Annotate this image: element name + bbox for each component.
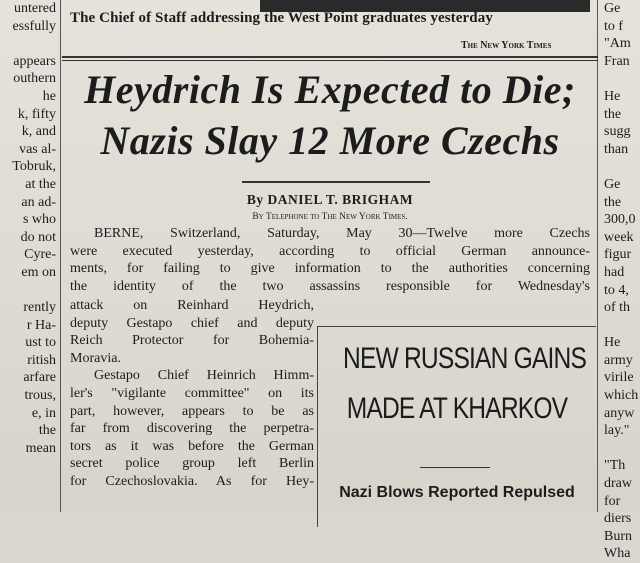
right-column-line: virile xyxy=(604,370,634,386)
column-rule-left xyxy=(60,0,61,512)
article-lead xyxy=(70,225,590,295)
left-column-line: trous, xyxy=(24,388,56,404)
left-column-line: do not xyxy=(20,229,56,245)
right-column-line: Ge xyxy=(604,176,621,192)
right-column-line xyxy=(600,440,640,458)
right-column-line: week xyxy=(604,229,634,245)
section-rule-thin xyxy=(62,60,598,61)
left-column-line: ust to xyxy=(25,335,56,351)
right-column-line: Ge xyxy=(604,1,621,16)
left-column-line: outhern xyxy=(13,71,56,87)
left-column-line: vas al- xyxy=(19,141,56,157)
subhead-deck: Nazi Blows Reported Repulsed xyxy=(339,484,575,501)
right-column-line: to f xyxy=(604,18,624,34)
right-column-line xyxy=(600,70,640,88)
byline-rule xyxy=(242,181,430,183)
left-column-line: the xyxy=(38,423,56,439)
section-rule xyxy=(62,56,598,58)
right-column-line: sugg xyxy=(604,124,631,140)
body-line: Moravia. xyxy=(70,350,121,366)
right-column-line: anyw xyxy=(604,405,635,421)
right-column-line: "Th xyxy=(604,458,626,474)
right-column-line: figur xyxy=(604,247,632,263)
left-column-line xyxy=(0,282,58,300)
right-column-line: Wha xyxy=(604,546,631,562)
body-line: deputy Gestapo chief and deputy xyxy=(70,315,314,331)
left-column-line: ritish xyxy=(27,352,56,368)
left-column-line: k, fifty xyxy=(17,106,56,122)
lead-line: the identity of the two assassins responsible for Wednesday's xyxy=(70,278,590,294)
photo-caption: The Chief of Staff addressing the West Point graduates yesterday xyxy=(70,10,493,26)
left-column-line: essfully xyxy=(12,18,56,34)
left-column-line: arfare xyxy=(23,370,56,386)
right-column-line: the xyxy=(604,106,622,122)
left-column-line: r Ha- xyxy=(26,317,56,333)
right-column-line: to 4, xyxy=(604,282,629,298)
headline-line-1: Heydrich Is Expected to Die; xyxy=(84,67,576,112)
right-column-line: Fran xyxy=(604,53,630,69)
right-column-line: He xyxy=(604,88,621,104)
body-line: Gestapo Chief Heinrich Himm- xyxy=(94,368,314,384)
right-column-line: than xyxy=(604,141,629,157)
right-column-line: for xyxy=(604,493,621,509)
right-column-line: diers xyxy=(604,511,632,527)
body-line: far from discovering the perpetra- xyxy=(70,421,314,437)
right-column-line xyxy=(600,317,640,335)
subhead-line-2: MADE AT KHARKOV xyxy=(346,392,568,425)
right-column-line: lay." xyxy=(604,423,630,439)
left-column-line: at the xyxy=(25,176,56,192)
body-line: secret police group left Berlin xyxy=(70,456,314,472)
right-column-line: army xyxy=(604,352,633,368)
byline-dateline-credit: By Telephone to The New York Times. xyxy=(252,212,408,222)
body-line: tors as it was before the German xyxy=(70,438,314,454)
left-column-line: he xyxy=(42,88,56,104)
lead-line: BERNE, Switzerland, Saturday, May 30—Twelve more Czechs xyxy=(94,226,590,241)
left-column-line: untered xyxy=(14,1,56,16)
right-column-line: He xyxy=(604,335,621,351)
left-column-fragment xyxy=(0,0,58,512)
body-line: attack on Reinhard Heydrich, xyxy=(70,298,314,313)
left-column-line: an ad- xyxy=(21,194,56,210)
subhead-line-1: NEW RUSSIAN GAINS xyxy=(343,342,587,375)
left-column-line: Tobruk, xyxy=(12,159,56,175)
article-body xyxy=(70,297,314,491)
body-line: part, however, appears to be as xyxy=(70,403,314,419)
left-column-line: mean xyxy=(25,440,56,456)
right-column-line: 300,0 xyxy=(604,212,636,228)
subhead-rule xyxy=(420,467,490,468)
body-line: ler's "vigilante committee" on its xyxy=(70,385,314,401)
headline-line-2: Nazis Slay 12 More Czechs xyxy=(100,118,560,163)
right-column-fragment xyxy=(600,0,640,562)
left-column-line: s who xyxy=(22,212,56,228)
right-column-line: which xyxy=(604,388,639,404)
right-column-line xyxy=(600,158,640,176)
right-column-line: "Am xyxy=(604,36,631,52)
right-column-line: the xyxy=(604,194,622,210)
right-column-line: draw xyxy=(604,476,632,492)
right-column-line: Burn xyxy=(604,528,632,544)
byline: By DANIEL T. BRIGHAM xyxy=(246,192,414,207)
lead-line: ments, for failing to give information to the authorities concerning xyxy=(70,261,590,277)
body-line: Reich Protector for Bohemia- xyxy=(70,333,314,349)
body-line: for Czechoslovakia. As for Hey- xyxy=(70,473,314,489)
left-column-line: rently xyxy=(23,300,56,316)
left-column-line: em on xyxy=(21,264,56,280)
left-column-line: k, and xyxy=(21,124,56,140)
right-column-line: of th xyxy=(604,300,631,316)
left-column-line: e, in xyxy=(31,405,56,421)
right-column-line: had xyxy=(604,264,625,280)
left-column-line: Cyre- xyxy=(24,247,56,263)
lead-line: were executed yesterday, according to official German announce- xyxy=(70,243,590,259)
left-column-line: appears xyxy=(13,53,56,69)
photo-credit: The New York Times xyxy=(461,40,552,51)
left-column-line xyxy=(0,35,58,53)
